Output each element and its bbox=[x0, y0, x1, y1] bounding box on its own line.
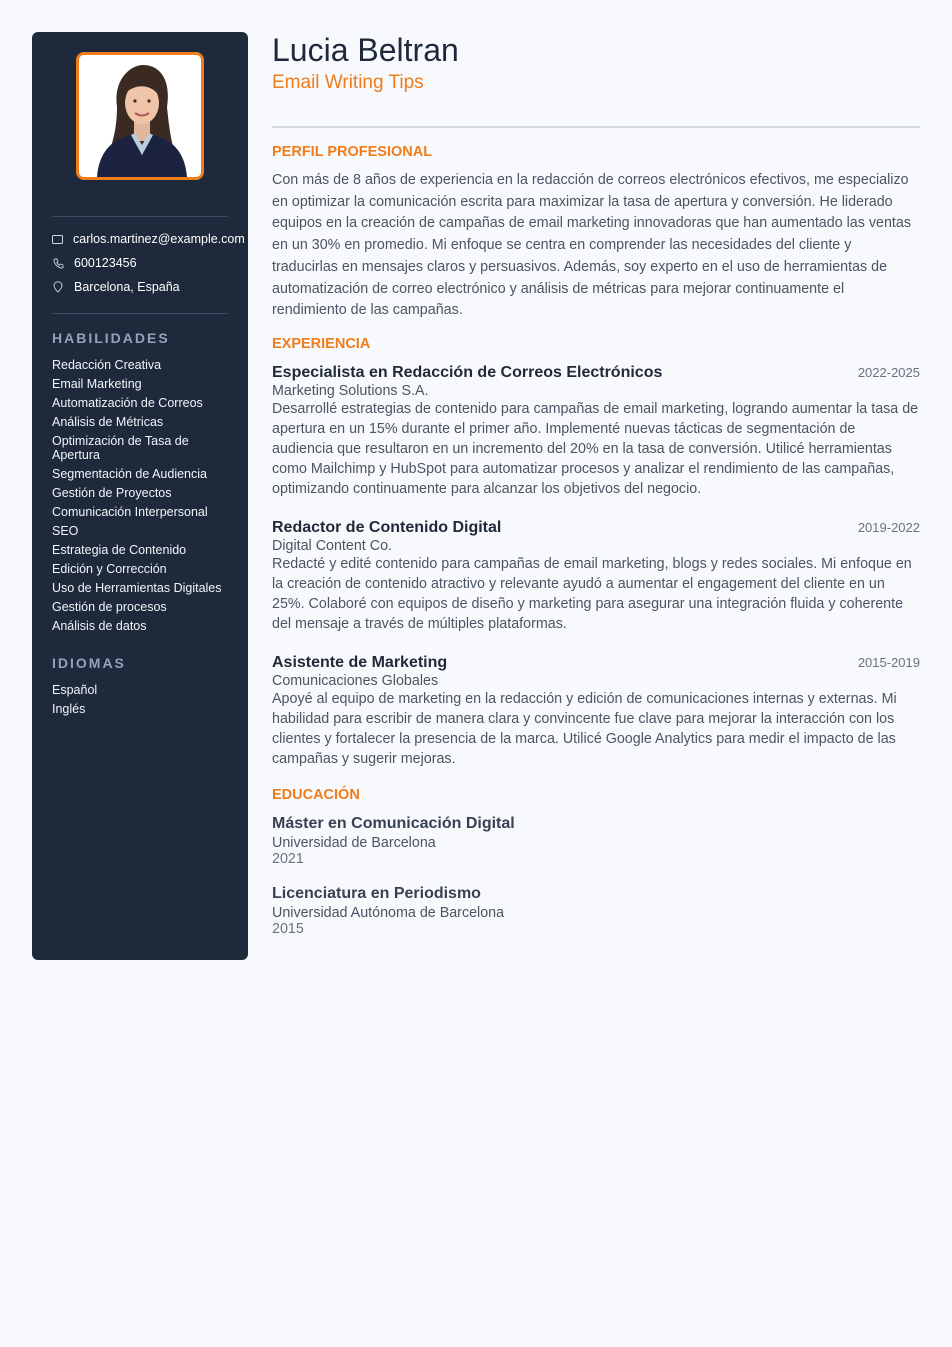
header-divider bbox=[272, 126, 920, 128]
languages-list bbox=[52, 683, 228, 716]
skill-item: Redacción Creativa bbox=[52, 358, 162, 372]
education-entry bbox=[272, 885, 920, 937]
skill-item: Análisis de datos bbox=[52, 619, 147, 633]
experience-section bbox=[272, 336, 920, 769]
job-years: 2022-2025 bbox=[857, 364, 920, 380]
skill-item: Edición y Corrección bbox=[52, 562, 167, 576]
job-title: Redactor de Contenido Digital bbox=[272, 518, 502, 536]
education-degree: Máster en Comunicación Digital bbox=[272, 814, 515, 832]
skill-item: SEO bbox=[52, 524, 79, 538]
profile-section bbox=[272, 144, 920, 322]
contact-phone-text: 600123456 bbox=[74, 256, 137, 270]
sidebar bbox=[32, 32, 248, 960]
job-years: 2015-2019 bbox=[857, 654, 920, 670]
experience-title: EXPERIENCIA bbox=[272, 335, 371, 352]
skill-item: Uso de Herramientas Digitales bbox=[52, 581, 222, 595]
job-company: Marketing Solutions S.A. bbox=[272, 382, 429, 399]
skill-item: Análisis de Métricas bbox=[52, 415, 164, 429]
skill-item: Comunicación Interpersonal bbox=[52, 505, 208, 519]
skills-title: HABILIDADES bbox=[52, 330, 170, 346]
skill-item: Gestión de Proyectos bbox=[52, 486, 172, 500]
person-name: Lucia Beltran bbox=[272, 32, 459, 68]
education-school: Universidad de Barcelona bbox=[272, 834, 436, 851]
job-title: Asistente de Marketing bbox=[272, 653, 448, 671]
education-year: 2021 bbox=[272, 850, 304, 867]
job-title: Especialista en Redacción de Correos Electrónicos bbox=[272, 363, 663, 381]
contact-phone[interactable] bbox=[52, 251, 228, 275]
map-pin-icon bbox=[52, 281, 64, 293]
phone-icon bbox=[52, 257, 64, 269]
skill-item: Gestión de procesos bbox=[52, 600, 167, 614]
job-entry bbox=[272, 364, 920, 499]
education-degree: Licenciatura en Periodismo bbox=[272, 884, 481, 902]
skill-item: Segmentación de Audiencia bbox=[52, 467, 207, 481]
skill-item: Estrategia de Contenido bbox=[52, 543, 187, 557]
languages-title: IDIOMAS bbox=[52, 655, 126, 671]
contact-location-text: Barcelona, España bbox=[74, 280, 180, 294]
main-content bbox=[272, 32, 920, 937]
contact-location bbox=[52, 275, 228, 299]
sidebar-divider bbox=[52, 313, 228, 314]
skill-item: Optimización de Tasa de Apertura bbox=[52, 434, 189, 462]
job-entry bbox=[272, 519, 920, 634]
education-year: 2015 bbox=[272, 920, 304, 937]
education-title: EDUCACIÓN bbox=[272, 786, 360, 803]
language-item: Inglés bbox=[52, 702, 86, 716]
education-entry bbox=[272, 815, 920, 867]
profile-text: Con más de 8 años de experiencia en la redacción de correos electrónicos efectivos, me especializo en optimizar la comunicación escrita para maximizar la tasa de apertura y conversión. He liderado equipos en la creación de campañas de email marketing innovadoras que han aumentado las ventas en un 30% en promedio. Mi enfoque se centra en comprender las necesidades del cliente y traducirlas en mensajes claros y persuasivos. Además, soy experto en el uso de herramientas de automatización de correo electrónico y análisis de métricas para mejorar continuamente el rendimiento de las campañas. bbox=[272, 172, 912, 319]
contact-section bbox=[52, 216, 245, 299]
profile-photo bbox=[76, 52, 204, 180]
job-description: Apoyé al equipo de marketing en la redacción y edición de comunicaciones internas y externas. Mi habilidad para escribir de manera clara y convincente fue clave para mejorar la interacción con los clientes y fortalecer la presencia de la marca. Utilicé Google Analytics para medir el impacto de las campañas y sugerir mejoras. bbox=[272, 690, 897, 767]
skills-list bbox=[52, 358, 228, 633]
skill-item: Automatización de Correos bbox=[52, 396, 203, 410]
job-company: Comunicaciones Globales bbox=[272, 672, 439, 689]
contact-email-text: carlos.martinez@example.com bbox=[73, 232, 245, 246]
job-description: Desarrollé estrategias de contenido para campañas de email marketing, logrando aumentar la tasa de apertura en un 15% durante el primer año. Implementé nuevas tácticas de segmentación de audiencia que resultaron en un incremento del 20% en la tasa de conversión. Utilicé herramientas como Mailchimp y HubSpot para automatizar procesos y analizar el rendimiento de las campañas, optimizando continuamente para alcanzar los objetivos del negocio. bbox=[272, 400, 919, 497]
language-item: Español bbox=[52, 683, 98, 697]
education-section bbox=[272, 787, 920, 937]
job-description: Redacté y edité contenido para campañas de email marketing, blogs y redes sociales. Mi enfoque en la creación de contenido atractivo y relevante ayudó a aumentar el engagement del cliente en un 25%. Colaboré con equipos de diseño y marketing para asegurar una integración fluida y coherente del mensaje a través de múltiples plataformas. bbox=[272, 555, 912, 632]
education-school: Universidad Autónoma de Barcelona bbox=[272, 904, 505, 921]
skill-item: Email Marketing bbox=[52, 377, 142, 391]
job-company: Digital Content Co. bbox=[272, 537, 392, 554]
job-years: 2019-2022 bbox=[857, 519, 920, 535]
contact-email[interactable] bbox=[52, 227, 245, 251]
profile-title: PERFIL PROFESIONAL bbox=[272, 144, 433, 160]
job-headline: Email Writing Tips bbox=[272, 72, 424, 93]
envelope-icon bbox=[52, 233, 63, 245]
job-entry bbox=[272, 654, 920, 769]
